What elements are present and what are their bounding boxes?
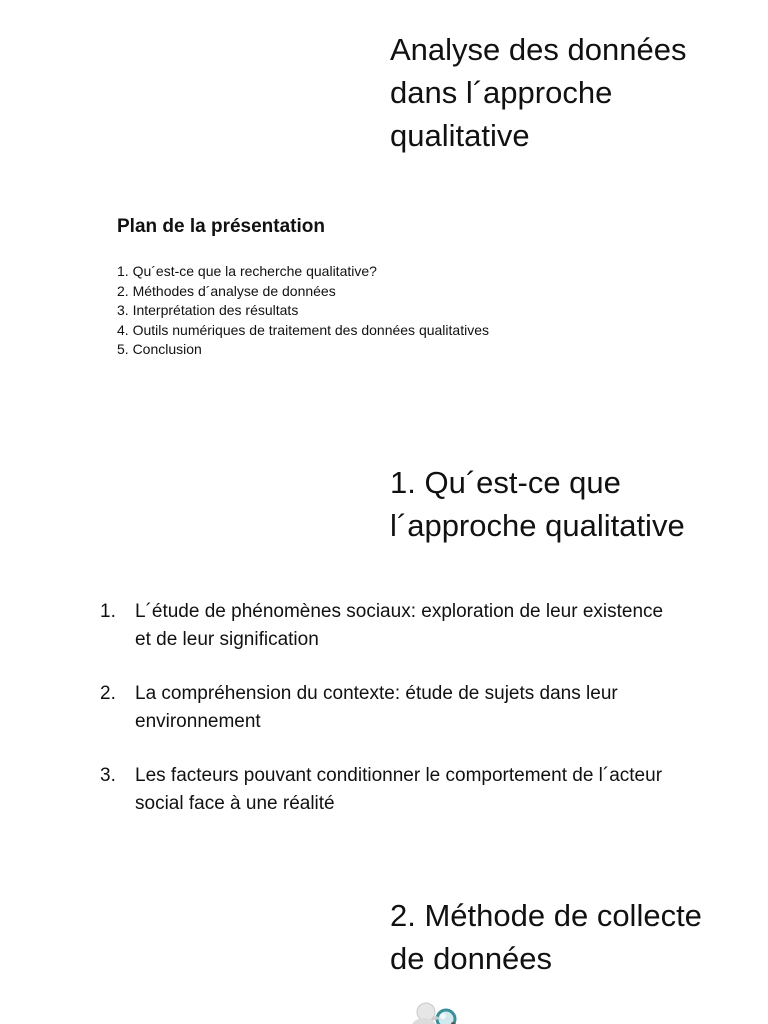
section-1-title-line-2: l´approche qualitative bbox=[390, 508, 685, 543]
page-title-line-2: dans l´approche bbox=[390, 75, 613, 110]
page-title bbox=[390, 28, 750, 157]
magnifying-glass-figure-icon bbox=[404, 992, 474, 1024]
page-title-line-3: qualitative bbox=[390, 118, 530, 153]
plan-list bbox=[117, 262, 717, 360]
list-item bbox=[100, 598, 700, 654]
page-title-line-1: Analyse des données bbox=[390, 32, 687, 67]
list-item-number: 3. bbox=[100, 765, 116, 786]
section-1-title bbox=[390, 461, 760, 547]
plan-item: 4. Outils numériques de traitement des données qualitatives bbox=[117, 321, 489, 338]
list-item-number: 2. bbox=[100, 683, 116, 704]
plan-item: 5. Conclusion bbox=[117, 341, 202, 357]
list-item-text: La compréhension du contexte: étude de sujets dans leur environnement bbox=[135, 683, 618, 732]
plan-item: 3. Interprétation des résultats bbox=[117, 302, 299, 318]
section-2-title-line-2: de données bbox=[390, 941, 553, 976]
section-2-title-line-1: 2. Méthode de collecte bbox=[390, 898, 702, 933]
list-item-text: L´étude de phénomènes sociaux: exploration de leur existence et de leur signification bbox=[135, 601, 664, 650]
list-item-number: 1. bbox=[100, 601, 116, 622]
plan-item: 1. Qu´est-ce que la recherche qualitative? bbox=[117, 263, 377, 279]
list-item-text: Les facteurs pouvant conditionner le comportement de l´acteur social face à une réalité bbox=[135, 765, 663, 814]
plan-item: 2. Méthodes d´analyse de données bbox=[117, 282, 336, 299]
list-item bbox=[100, 762, 700, 818]
plan-heading: Plan de la présentation bbox=[117, 216, 325, 237]
presentation-plan bbox=[117, 214, 717, 360]
section-2-title bbox=[390, 894, 760, 980]
list-item bbox=[100, 680, 700, 736]
section-1-list bbox=[100, 598, 700, 844]
section-1-title-line-1: 1. Qu´est-ce que bbox=[390, 465, 621, 500]
